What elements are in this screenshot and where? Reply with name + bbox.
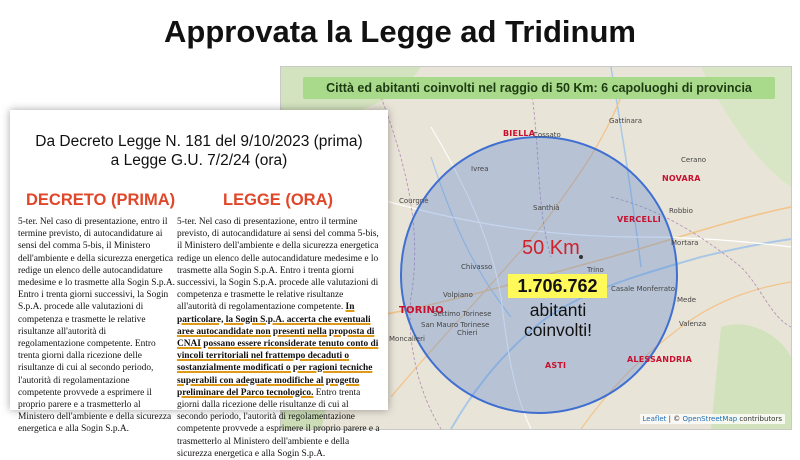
capital-label: TORINO [399, 305, 444, 316]
slide-title: Approvata la Legge ad Tridinum [164, 14, 636, 49]
decree-text: 5-ter. Nel caso di presentazione, entro il termine previsto, di autocandidature ai sensi del comma 5-bis, il Ministero dell'ambiente e della sicurezza energetica redige un elenco delle autocandidature medesime e lo trasmette alla Sogin S.p.A. Entro i trenta giorni successivi, la Sogin S.p.A. procede alle valutazioni di competenza e trasmette le relative risultanze all'autorità di regolamentazione competente. Entro trenta giorni dalla ricezione delle risultanze di cui al secondo periodo, l'autorità di regolamentazione competente provvede a esprimere il proprio parere e a trasmetterlo al Ministero dell'ambiente e della sicurezza energetica e alla Sogin S.p.A. [18, 217, 175, 435]
capital-label: VERCELLI [617, 215, 661, 224]
place-label: Chieri [457, 329, 478, 337]
place-label: Valenza [679, 320, 707, 328]
attribution-suffix: contributors [739, 415, 782, 423]
law-text-before: 5-ter. Nel caso di presentazione, entro il termine previsto, di autocandidature ai sensi del comma 5-bis, il Ministero dell'ambiente e della sicurezza energetica redige un elenco delle autocandidature medesime e lo trasmette alla Sogin S.p.A. Entro i trenta giorni successivi, la Sogin S.p.A. procede alle valutazioni di competenza e trasmette le relative risultanze all'autorità di regolamentazione competente. [177, 217, 379, 313]
place-label: Moncalieri [389, 335, 425, 343]
heading-line-2: a Legge G.U. 7/2/24 (ora) [110, 152, 288, 169]
map-attribution [640, 414, 785, 424]
capital-label: ALESSANDRIA [627, 355, 692, 364]
capital-label: BIELLA [503, 129, 536, 138]
capital-label: ASTI [545, 361, 567, 370]
place-label: Settimo Torinese [433, 310, 492, 318]
population-value: 1.706.762 [508, 274, 607, 298]
place-label: Chivasso [461, 263, 493, 271]
place-label: Casale Monferrato [611, 285, 676, 293]
column-title-after: LEGGE (ORA) [223, 191, 333, 209]
place-label: Santhià [533, 204, 560, 212]
place-label: Volpiano [443, 291, 473, 299]
column-title-before: DECRETO (PRIMA) [26, 191, 176, 209]
place-label: Robbio [669, 207, 693, 215]
place-label: Mortara [671, 239, 699, 247]
place-label: San Mauro Torinese [421, 321, 490, 329]
law-text-after: Entro trenta giorni dalla ricezione delle risultanze di cui al secondo periodo, l'autorità di regolamentazione competente provvede a esprimere il proprio parere e a trasmetterlo al Ministero dell'ambiente e della sicurezza energetica e alla Sogin S.p.A. [177, 387, 380, 459]
place-label: Cossato [533, 131, 561, 139]
capital-label: NOVARA [662, 174, 701, 183]
place-label: Cerano [681, 156, 707, 164]
place-label: Mede [677, 296, 697, 304]
population-caption: abitanti coinvolti! [523, 300, 593, 340]
map-header: Città ed abitanti coinvolti nel raggio di 50 Km: 6 capoluoghi di provincia [303, 77, 775, 99]
place-label: Gattinara [609, 117, 643, 125]
place-label: Trino [587, 266, 604, 274]
radius-label: 50 Km [522, 237, 580, 259]
leaflet-link[interactable]: Leaflet [642, 415, 667, 423]
law-comparison-document [10, 110, 388, 459]
place-label: Courgnè [399, 197, 429, 205]
osm-link[interactable]: OpenStreetMap [682, 415, 738, 423]
heading-line-1: Da Decreto Legge N. 181 del 9/10/2023 (prima) [35, 133, 363, 150]
place-label: Ivrea [471, 165, 489, 173]
law-text-highlight: In particolare, la Sogin S.p.A. accerta che eventuali aree autocandidate non presenti nella proposta di CNAI possano essere riconsiderate tenuto conto di vincoli territoriali nel frattempo decaduti o sostanzialmente modificati o per ragioni tecniche superabili con adeguate modifiche al progetto preliminare del Parco tecnologico. [177, 302, 379, 398]
document-heading [10, 132, 388, 170]
attribution-separator: | © [668, 415, 681, 423]
law-text [177, 216, 381, 459]
